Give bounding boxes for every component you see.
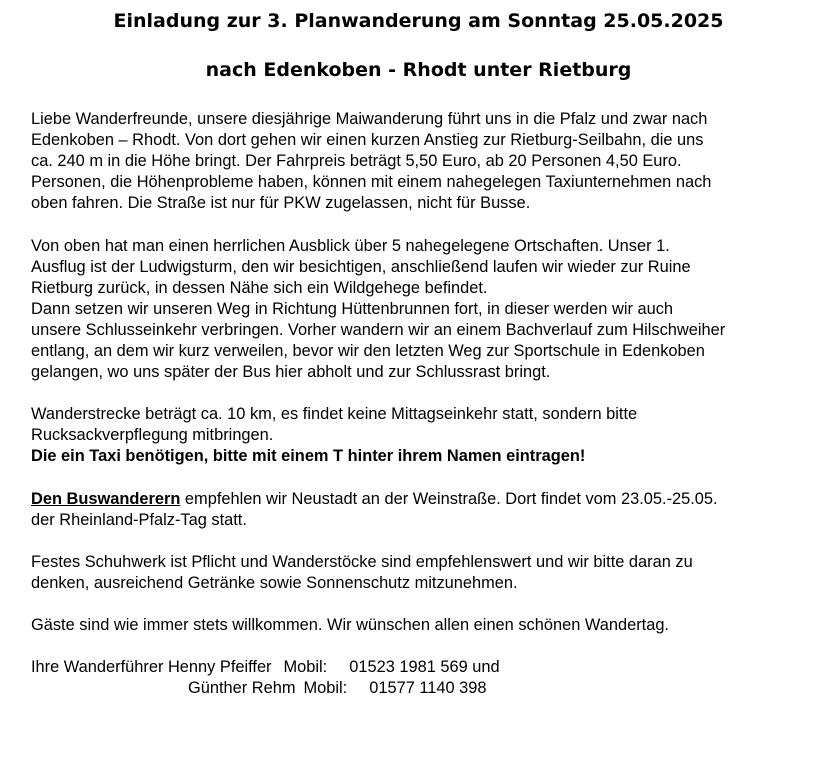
text-line: Rucksackverpflegung mitbringen. [31,426,274,444]
text-line: Festes Schuhwerk ist Pflicht und Wanderstöcke sind empfehlenswert und wir bitte daran zu [31,553,693,571]
text-line: oben fahren. Die Straße ist nur für PKW zugelassen, nicht für Busse. [31,194,531,212]
text-span: empfehlen wir Neustadt an der Weinstraße. Dort findet vom 23.05.-25.05. [180,490,718,508]
text-line: Rietburg zurück, in dessen Nähe sich ein Wildgehege befindet. [31,279,488,297]
text-line: Gäste sind wie immer stets willkommen. Wir wünschen allen einen schönen Wandertag. [31,616,669,634]
text-line: Von oben hat man einen herrlichen Ausblick über 5 nahegelegene Ortschaften. Unser 1. [31,237,670,255]
signature-block [31,657,821,699]
document-title: Einladung zur 3. Planwanderung am Sonntag 25.05.2025 [113,10,724,32]
text-line: Ausflug ist der Ludwigsturm, den wir besichtigen, anschließend laufen wir wieder zur Ruine [31,258,691,276]
text-line: entlang, an dem wir kurz verweilen, bevor wir den letzten Weg zur Sportschule in Edenkoben [31,342,705,360]
paragraph-equipment [31,552,821,594]
document-subtitle: nach Edenkoben - Rhodt unter Rietburg [205,59,632,81]
text-line: gelangen, wo uns später der Bus hier abholt und zur Schlussrast bringt. [31,363,551,381]
phone-number-1: 01523 1981 569 und [349,658,500,676]
text-line: ca. 240 m in die Höhe bringt. Der Fahrpreis beträgt 5,50 Euro, ab 20 Personen 4,50 Euro. [31,152,682,170]
paragraph-route [31,236,821,383]
text-line: Dann setzen wir unseren Weg in Richtung Hüttenbrunnen fort, in dieser werden wir auch [31,300,674,318]
text-line: der Rheinland-Pfalz-Tag statt. [31,511,247,529]
bus-hikers-heading: Den Buswanderern [31,490,181,508]
guide-name-1: Ihre Wanderführer Henny Pfeiffer [31,658,272,676]
text-line: Liebe Wanderfreunde, unsere diesjährige Maiwanderung führt uns in die Pfalz und zwar nach [31,110,708,128]
text-line: denken, ausreichend Getränke sowie Sonnenschutz mitzunehmen. [31,574,518,592]
taxi-notice: Die ein Taxi benötigen, bitte mit einem T hinter ihrem Namen eintragen! [31,447,586,465]
signature-line-1 [31,657,821,678]
text-line: unsere Schlusseinkehr verbringen. Vorher wandern wir an einem Bachverlauf zum Hilschweiher [31,321,726,339]
signature-line-2 [31,678,821,699]
text-line: Personen, die Höhenprobleme haben, können mit einem nahegelegen Taxiunternehmen nach [31,173,712,191]
mobile-label-2: Mobil: [303,679,348,697]
text-line: Edenkoben – Rhodt. Von dort gehen wir einen kurzen Anstieg zur Rietburg-Seilbahn, die uns [31,131,704,149]
guide-name-2: Günther Rehm [188,679,296,697]
mobile-label-1: Mobil: [283,658,328,676]
paragraph-bus-hikers [31,489,821,531]
paragraph-distance [31,404,821,467]
phone-number-2: 01577 1140 398 [369,679,487,697]
text-line: Wanderstrecke beträgt ca. 10 km, es findet keine Mittagseinkehr statt, sondern bitte [31,405,638,423]
paragraph-guests [31,615,821,636]
paragraph-intro [31,109,821,214]
text-line [31,489,821,510]
